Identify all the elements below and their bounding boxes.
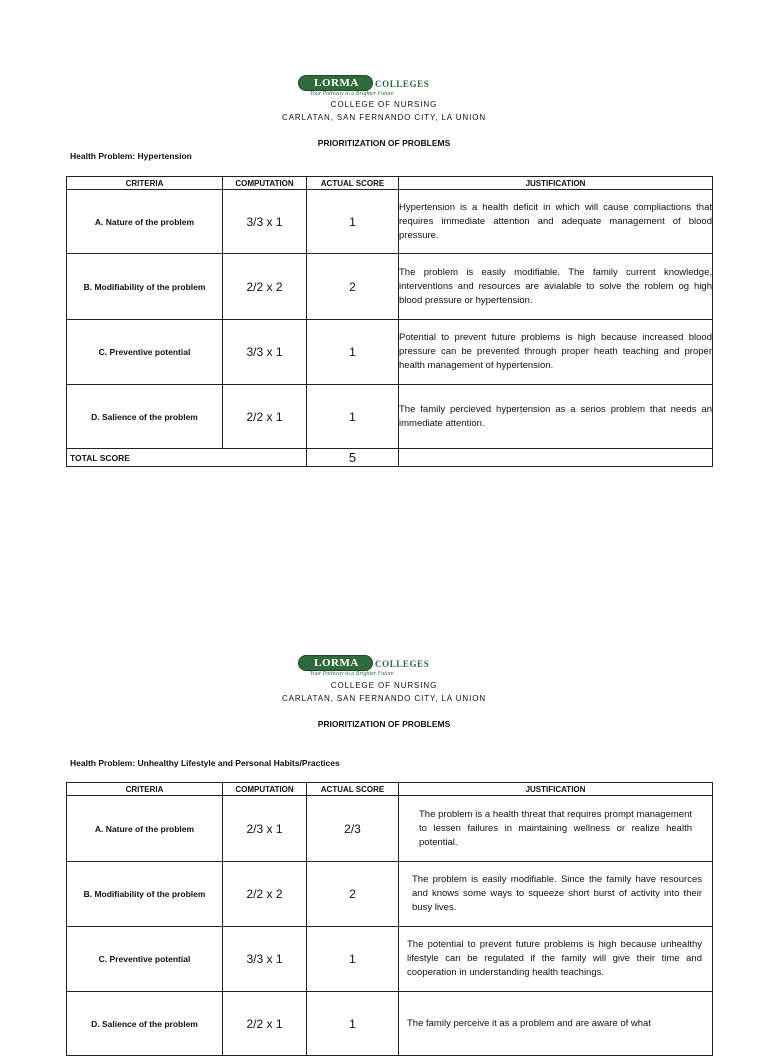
criteria-cell: B. Modifiability of the problem bbox=[67, 254, 223, 320]
document-title: PRIORITIZATION OF PROBLEMS bbox=[317, 138, 451, 148]
college-address: CARLATAN, SAN FERNANDO CITY, LA UNION bbox=[282, 113, 486, 122]
column-header: JUSTIFICATION bbox=[399, 177, 713, 190]
college-name: COLLEGE OF NURSING bbox=[330, 681, 438, 690]
document-title: PRIORITIZATION OF PROBLEMS bbox=[317, 719, 451, 729]
total-empty-cell bbox=[399, 449, 713, 467]
computation-cell: 3/3 x 1 bbox=[223, 320, 307, 385]
score-cell: 1 bbox=[307, 927, 399, 992]
logo-main-text: LORMA bbox=[314, 657, 359, 669]
justification-cell: The problem is easily modifiable. Since the family have resources and knows some ways to squeeze short burst of activity into their busy lives. bbox=[399, 862, 713, 927]
computation-cell: 2/3 x 1 bbox=[223, 796, 307, 862]
health-problem-label: Health Problem: Hypertension bbox=[70, 151, 192, 161]
score-cell: 2 bbox=[307, 254, 399, 320]
criteria-cell: D. Salience of the problem bbox=[67, 992, 223, 1056]
computation-cell: 3/3 x 1 bbox=[223, 190, 307, 254]
logo-suffix-text: COLLEGES bbox=[375, 659, 430, 669]
criteria-cell: D. Salience of the problem bbox=[67, 385, 223, 449]
table-header-row bbox=[67, 783, 713, 796]
score-cell: 1 bbox=[307, 385, 399, 449]
column-header: ACTUAL SCORE bbox=[307, 177, 399, 190]
computation-cell: 2/2 x 2 bbox=[223, 862, 307, 927]
prioritization-table bbox=[66, 176, 713, 467]
table-row bbox=[67, 796, 713, 862]
criteria-cell: C. Preventive potential bbox=[67, 927, 223, 992]
table-row bbox=[67, 320, 713, 385]
table-row bbox=[67, 254, 713, 320]
health-problem-label: Health Problem: Unhealthy Lifestyle and Personal Habits/Practices bbox=[70, 758, 340, 768]
justification-cell: The problem is easily modifiable. The family current knowledge, interventions and resources are avialable to solve the roblem og high blood pressure or hypertension. bbox=[399, 254, 713, 320]
criteria-cell: B. Modifiability of the problem bbox=[67, 862, 223, 927]
justification-cell: The potential to prevent future problems is high because unhealthy lifestyle can be regulated if the family will give their time and cooperation in understanding health teachings. bbox=[399, 927, 713, 992]
score-cell: 2 bbox=[307, 862, 399, 927]
justification-cell: The problem is a health threat that requires prompt management to lessen failures in maintaining wellness or realize health potential. bbox=[399, 796, 713, 862]
lorma-logo bbox=[298, 75, 448, 97]
score-cell: 1 bbox=[307, 992, 399, 1056]
justification-cell: The family perceive it as a problem and are aware of what bbox=[399, 992, 713, 1056]
column-header: COMPUTATION bbox=[223, 783, 307, 796]
computation-cell: 3/3 x 1 bbox=[223, 927, 307, 992]
justification-cell: Potential to prevent future problems is high because increased blood pressure can be prevented through proper heath teaching and proper health management of hypertension. bbox=[399, 320, 713, 385]
logo-suffix-text: COLLEGES bbox=[375, 79, 430, 89]
table-row bbox=[67, 927, 713, 992]
college-name: COLLEGE OF NURSING bbox=[330, 100, 438, 109]
table-row bbox=[67, 862, 713, 927]
criteria-cell: A. Nature of the problem bbox=[67, 190, 223, 254]
justification-cell: Hypertension is a health deficit in which will cause compliactions that requires immediate attention and adequate management of blood pressure. bbox=[399, 190, 713, 254]
logo-badge bbox=[298, 655, 373, 671]
total-score-label: TOTAL SCORE bbox=[67, 449, 307, 467]
column-header: CRITERIA bbox=[67, 783, 223, 796]
table-header-row bbox=[67, 177, 713, 190]
total-score-value: 5 bbox=[307, 449, 399, 467]
column-header: JUSTIFICATION bbox=[399, 783, 713, 796]
score-cell: 2/3 bbox=[307, 796, 399, 862]
logo-main-text: LORMA bbox=[314, 77, 359, 89]
score-cell: 1 bbox=[307, 320, 399, 385]
computation-cell: 2/2 x 2 bbox=[223, 254, 307, 320]
table-row bbox=[67, 190, 713, 254]
total-row bbox=[67, 449, 713, 467]
criteria-cell: A. Nature of the problem bbox=[67, 796, 223, 862]
column-header: CRITERIA bbox=[67, 177, 223, 190]
column-header: ACTUAL SCORE bbox=[307, 783, 399, 796]
lorma-logo bbox=[298, 655, 448, 677]
column-header: COMPUTATION bbox=[223, 177, 307, 190]
computation-cell: 2/2 x 1 bbox=[223, 385, 307, 449]
table-row bbox=[67, 385, 713, 449]
computation-cell: 2/2 x 1 bbox=[223, 992, 307, 1056]
logo-badge bbox=[298, 75, 373, 91]
logo-tagline: Your Pathway to a Brighter Future bbox=[310, 671, 394, 677]
prioritization-table bbox=[66, 782, 713, 1056]
college-address: CARLATAN, SAN FERNANDO CITY, LA UNION bbox=[282, 694, 486, 703]
criteria-cell: C. Preventive potential bbox=[67, 320, 223, 385]
logo-tagline: Your Pathway to a Brighter Future bbox=[310, 91, 394, 97]
justification-cell: The family percieved hypertension as a serios problem that needs an immediate attention. bbox=[399, 385, 713, 449]
score-cell: 1 bbox=[307, 190, 399, 254]
